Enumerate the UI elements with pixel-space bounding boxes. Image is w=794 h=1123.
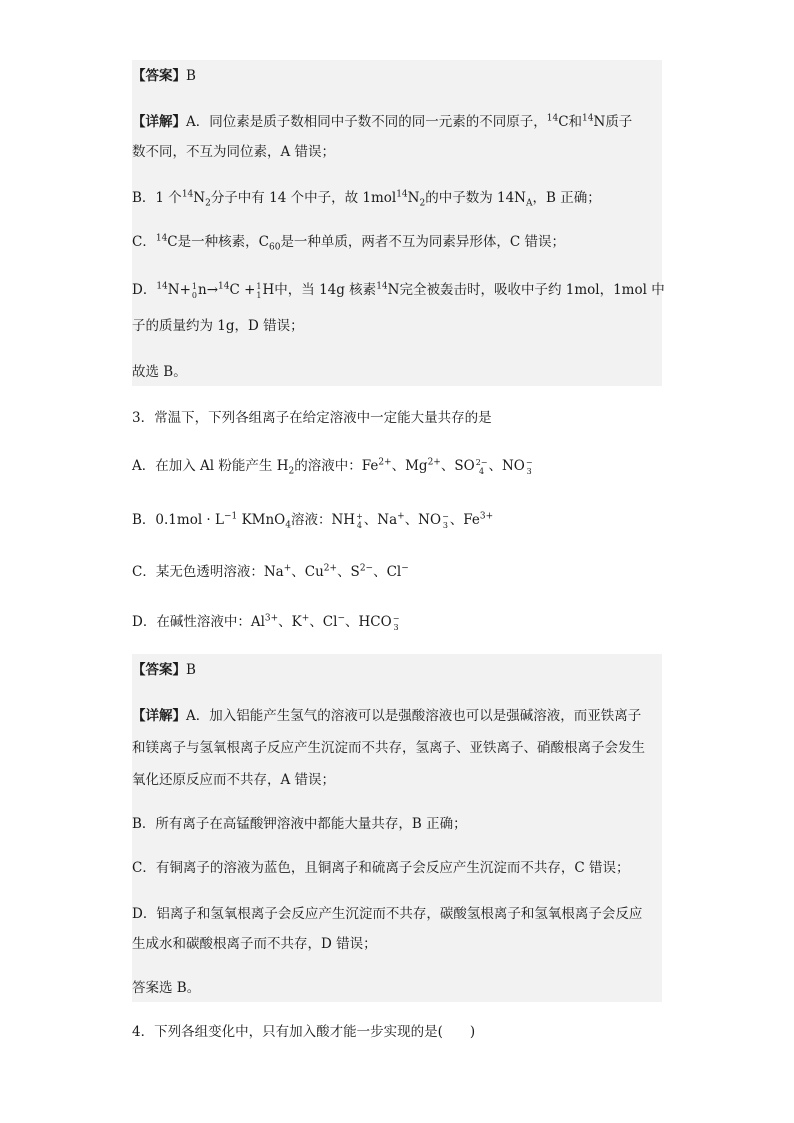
detail2-b-line: [132, 814, 662, 834]
subscript: 2: [419, 198, 426, 209]
option-text: KMnO: [241, 512, 286, 528]
detail-text: 质子: [605, 114, 633, 130]
detail-text: A．同位素是质子数相同中子数不同的同一元素的不同原子，: [186, 114, 547, 130]
detail-text: 和: [568, 114, 583, 130]
question-3-stem: [132, 408, 662, 428]
option-text: 、Na: [363, 512, 398, 528]
superscript: 2−: [359, 563, 374, 574]
element-symbol: N: [387, 282, 400, 298]
subscript: 2: [205, 198, 211, 209]
superscript: 14: [181, 189, 194, 200]
option-text: 、Fe: [449, 512, 480, 528]
option-text: 、NO: [488, 458, 525, 474]
stack-top: −: [392, 613, 400, 623]
option-text: D．在碱性溶液中：Al: [132, 614, 265, 630]
conclusion-2: [132, 978, 662, 998]
detail-c-line: [132, 232, 662, 252]
detail-text: D．铝离子和氢氧根离子会反应产生沉淀而不共存，碳酸氢根离子和氢氧根离子会反应: [132, 906, 643, 922]
answer-block-1: [132, 60, 665, 386]
answer-line-1: [132, 66, 662, 86]
detail-text: C．有铜离子的溶液为蓝色，且铜离子和硫离子会反应产生沉淀而不共存，C 错误；: [132, 860, 630, 876]
conclusion-text: 答案选 B。: [132, 980, 201, 996]
superscript: 14: [218, 281, 230, 292]
question-text: 4．下列各组变化中，只有加入酸才能一步实现的是( ): [132, 1024, 476, 1040]
element-symbol: C: [167, 234, 178, 250]
superscript: 14: [156, 281, 168, 292]
stack-bottom: 4: [356, 520, 362, 530]
subscript: 2: [288, 466, 295, 477]
detail-text: 的中子数为 14N: [425, 190, 526, 206]
option-text: 溶液：NH: [290, 512, 356, 528]
option-text: C．某无色透明溶液：Na: [132, 564, 284, 580]
ion-charge: [356, 512, 363, 530]
option-text: 的溶液中：Fe: [294, 458, 379, 474]
detail-text: 数不同，不互为同位素，A 错误；: [132, 144, 336, 160]
answer-line-2: [132, 660, 662, 680]
question-3-option-a: [132, 456, 662, 476]
stack-bottom: 3: [526, 466, 532, 476]
answer-label: 【答案】: [132, 68, 186, 84]
detail2-a-line-3: [132, 770, 662, 790]
option-text: B．0.1mol · L: [132, 512, 224, 528]
detail-a-line-1: [132, 112, 662, 132]
stack-top: −: [442, 511, 449, 521]
detail-text: 和镁离子与氢氧根离子反应产生沉淀而不共存，氢离子、亚铁离子、硝酸根离子会发生: [132, 740, 645, 756]
detail-text: 氧化还原反应而不共存，A 错误；: [132, 772, 336, 788]
option-text: 、Cu: [291, 564, 324, 580]
ion-charge: [442, 512, 449, 530]
hydrogen-notation: [256, 282, 261, 300]
detail-text: ，B 正确；: [532, 190, 601, 206]
question-3-option-c: [132, 562, 662, 582]
superscript: −1: [223, 511, 238, 522]
superscript: 2+: [323, 563, 338, 574]
stack-bottom: 3: [393, 622, 399, 632]
element-symbol: N: [593, 114, 606, 130]
stack-top: 1: [256, 281, 262, 291]
ion-charge: [526, 458, 533, 476]
stack-top: 1: [191, 281, 197, 291]
conclusion-1: [132, 362, 662, 382]
detail-text: 中，当 14g 核素: [274, 282, 377, 298]
detail2-a-line-1: [132, 706, 662, 726]
equation-text: H: [262, 282, 275, 298]
neutron-notation: [192, 282, 197, 300]
conclusion-text: 故选 B。: [132, 364, 187, 380]
detail-d-line-2: [132, 316, 662, 336]
superscript: 3+: [479, 511, 494, 522]
detail-text: 是一种核素，C: [177, 234, 269, 250]
superscript: 2+: [427, 457, 441, 468]
option-text: 、HCO: [345, 614, 392, 630]
equation-text: n→: [198, 282, 219, 298]
superscript: +: [397, 511, 405, 522]
superscript: −: [337, 613, 346, 624]
answer-label: 【答案】: [132, 662, 186, 678]
detail-b-line: [132, 188, 662, 208]
option-text: 、Cl: [373, 564, 402, 580]
option-text: A．在加入 Al 粉能产生 H: [132, 458, 289, 474]
equation-text: C +: [229, 282, 256, 298]
stack-bottom: 0: [191, 290, 197, 300]
detail-text: C．: [132, 234, 156, 250]
detail-text: D．: [132, 282, 157, 298]
superscript: 14: [155, 233, 168, 244]
answer-value: B: [186, 662, 196, 678]
element-symbol: C: [558, 114, 569, 130]
subscript: A: [526, 198, 533, 209]
stack-bottom: 4: [479, 466, 485, 476]
element-symbol: N: [407, 190, 420, 206]
superscript: +: [301, 613, 310, 624]
detail-text: 完全被轰击时，吸收中子约 1mol，1mol 中: [399, 282, 665, 298]
detail2-d-line-1: [132, 904, 662, 924]
superscript: 2+: [378, 457, 392, 468]
superscript: 14: [396, 189, 408, 200]
stack-top: 2−: [475, 457, 488, 467]
detail-text: 分子中有 14 个中子，故 1mol: [210, 190, 397, 206]
detail2-a-line-2: [132, 738, 662, 758]
detail-text: 生成水和碳酸根离子而不共存，D 错误；: [132, 936, 377, 952]
option-text: 、Cl: [309, 614, 338, 630]
option-text: 、K: [278, 614, 302, 630]
stack-top: +: [356, 511, 363, 521]
detail2-d-line-2: [132, 934, 662, 954]
subscript: 60: [268, 242, 281, 253]
detail-text: 是一种单质，两者不互为同素异形体，C 错误；: [280, 234, 566, 250]
stack-top: −: [525, 457, 533, 467]
option-text: 、Mg: [391, 458, 428, 474]
question-4-stem: [132, 1022, 662, 1042]
detail2-c-line: [132, 858, 662, 878]
superscript: 3+: [264, 613, 279, 624]
detail-a-line-2: [132, 142, 662, 162]
detail-label: 【详解】: [132, 708, 186, 724]
answer-value: B: [186, 68, 196, 84]
superscript: −: [401, 563, 409, 574]
detail-label: 【详解】: [132, 114, 186, 130]
ion-charge: [393, 614, 400, 632]
detail-text: B．所有离子在高锰酸钾溶液中都能大量共存，B 正确；: [132, 816, 467, 832]
stack-bottom: 3: [442, 520, 448, 530]
superscript: 14: [582, 113, 594, 124]
detail-text: A．加入铝能产生氢气的溶液可以是强酸溶液也可以是强碱溶液，而亚铁离子: [186, 708, 642, 724]
ion-charge: [476, 458, 488, 476]
detail-text: B．1 个: [132, 190, 182, 206]
superscript: 14: [376, 281, 388, 292]
detail-text: 子的质量约为 1g，D 错误；: [132, 318, 304, 334]
option-text: 、SO: [440, 458, 475, 474]
subscript: 4: [285, 520, 291, 531]
question-3-option-d: [132, 612, 662, 632]
superscript: 14: [546, 113, 559, 124]
detail-d-line-1: [132, 280, 665, 300]
equation-text: N+: [167, 282, 191, 298]
option-text: 、NO: [404, 512, 442, 528]
question-3-option-b: [132, 510, 662, 530]
element-symbol: N: [193, 190, 206, 206]
option-text: 、S: [337, 564, 360, 580]
stack-bottom: 1: [256, 290, 262, 300]
superscript: +: [283, 563, 292, 574]
question-text: 3．常温下，下列各组离子在给定溶液中一定能大量共存的是: [132, 410, 492, 426]
